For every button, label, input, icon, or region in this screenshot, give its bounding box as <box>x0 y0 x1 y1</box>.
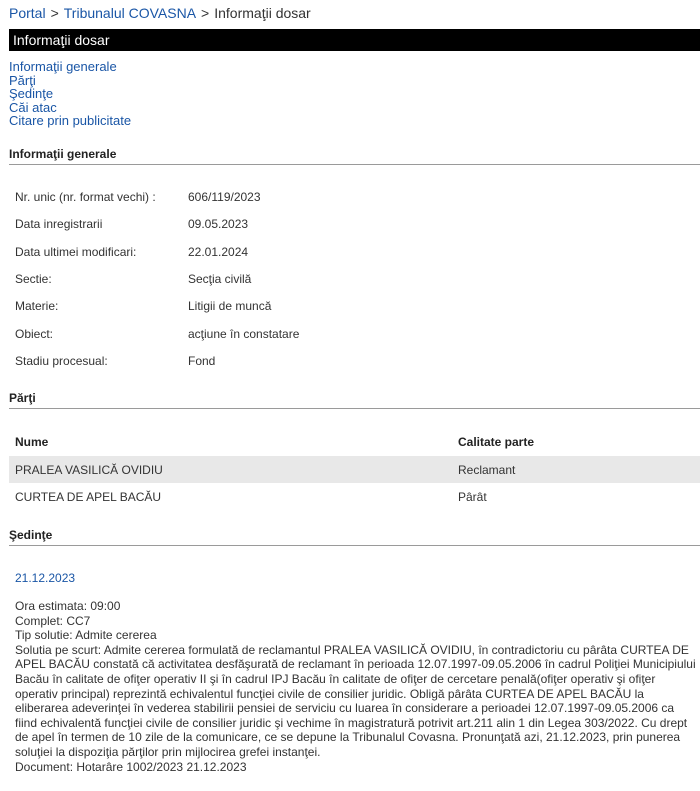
hearing-document: Document: Hotarâre 1002/2023 21.12.2023 <box>15 759 247 774</box>
section-heading-sedinte: Şedinţe <box>9 528 53 542</box>
info-label: Nr. unic (nr. format vechi) : <box>15 190 156 204</box>
info-label: Stadiu procesual: <box>15 354 108 368</box>
section-heading-parti: Părţi <box>9 391 36 405</box>
section-divider <box>9 164 700 165</box>
breadcrumb-portal-link[interactable]: Portal <box>9 5 46 21</box>
breadcrumb-separator: > <box>50 5 59 21</box>
nav-link-informatii-generale[interactable]: Informaţii generale <box>9 59 117 74</box>
party-role: Pârât <box>458 490 487 504</box>
info-label: Obiect: <box>15 327 54 341</box>
info-label: Data ultimei modificari: <box>15 245 137 259</box>
hearing-solution-type: Tip solutie: Admite cererea <box>15 628 157 643</box>
breadcrumb <box>9 5 311 21</box>
info-value: Litigii de muncă <box>188 299 272 313</box>
section-divider <box>9 545 700 546</box>
hearing-date-link[interactable]: 21.12.2023 <box>15 571 76 585</box>
hearing-panel: Complet: CC7 <box>15 613 91 628</box>
info-label: Data inregistrarii <box>15 217 103 231</box>
info-label: Sectie: <box>15 272 52 286</box>
nav-link-sedinte[interactable]: Şedinţe <box>9 86 54 102</box>
party-name: CURTEA DE APEL BACĂU <box>15 490 162 504</box>
nav-link-citare-publicitate[interactable]: Citare prin publicitate <box>9 113 132 129</box>
section-nav <box>9 60 131 128</box>
info-value: Secţia civilă <box>188 272 252 286</box>
table-row <box>9 456 700 483</box>
breadcrumb-separator: > <box>201 5 210 21</box>
party-name: PRALEA VASILICĂ OVIDIU <box>15 463 163 477</box>
info-value: 22.01.2024 <box>188 245 249 259</box>
hearing-solution-summary: Solutia pe scurt: Admite cererea formulată de reclamantul PRALEA VASILICĂ OVIDIU, în contradictoriu cu pârâta CURTEA DE APEL BACĂU constată că activitatea desfăşurată de reclamant în perioada 12.07.1997-09.05.2006 în cadrul Poliţiei Municipiului Bacău în calitate de ofiţer operativ II şi în cadrul IPJ Bacău în calitate de ofiţer de cercetare penală(ofiţer operativ şi ofiţer operativ principal) reprezintă echivalentul funcţiei civile de consilier juridic. Obligă pârâta CURTEA DE APEL BACĂU la eliberarea adeverinţei în vederea stabilirii pensiei de serviciu cu luarea în considerare a perioadei 12.07.1997-09.05.2006 ca fiind echivalentă funcţiei civile de consilier juridic şi vechime în magistratură potrivit art.211 alin 1 din Legea 303/2022. Cu drept de apel în termen de 10 zile de la comunicare, ce se depune la Tribunalul Covasna. Pronunţată azi, 21.12.2023, prin punerea soluţiei la dispoziţia părţilor prin mijlocirea grefei instanţei. <box>15 642 696 759</box>
section-heading-informatii-generale: Informaţii generale <box>9 147 117 161</box>
parti-header-nume: Nume <box>15 435 49 449</box>
info-value: 606/119/2023 <box>188 190 261 204</box>
table-row <box>9 483 700 510</box>
info-label: Materie: <box>15 299 59 313</box>
hearing-details <box>15 599 697 774</box>
page-title: Informaţii dosar <box>9 29 700 51</box>
parti-header-calitate: Calitate parte <box>458 435 535 449</box>
info-value: acţiune în constatare <box>188 327 300 341</box>
info-value: Fond <box>188 354 216 368</box>
nav-link-cai-atac[interactable]: Căi atac <box>9 99 57 115</box>
hearing-time: Ora estimata: 09:00 <box>15 599 121 613</box>
info-value: 09.05.2023 <box>188 217 249 231</box>
breadcrumb-court-link[interactable]: Tribunalul COVASNA <box>63 5 197 21</box>
breadcrumb-current: Informaţii dosar <box>214 5 311 21</box>
nav-link-parti[interactable]: Părţi <box>9 72 36 88</box>
party-role: Reclamant <box>458 463 516 477</box>
section-divider <box>9 408 700 409</box>
